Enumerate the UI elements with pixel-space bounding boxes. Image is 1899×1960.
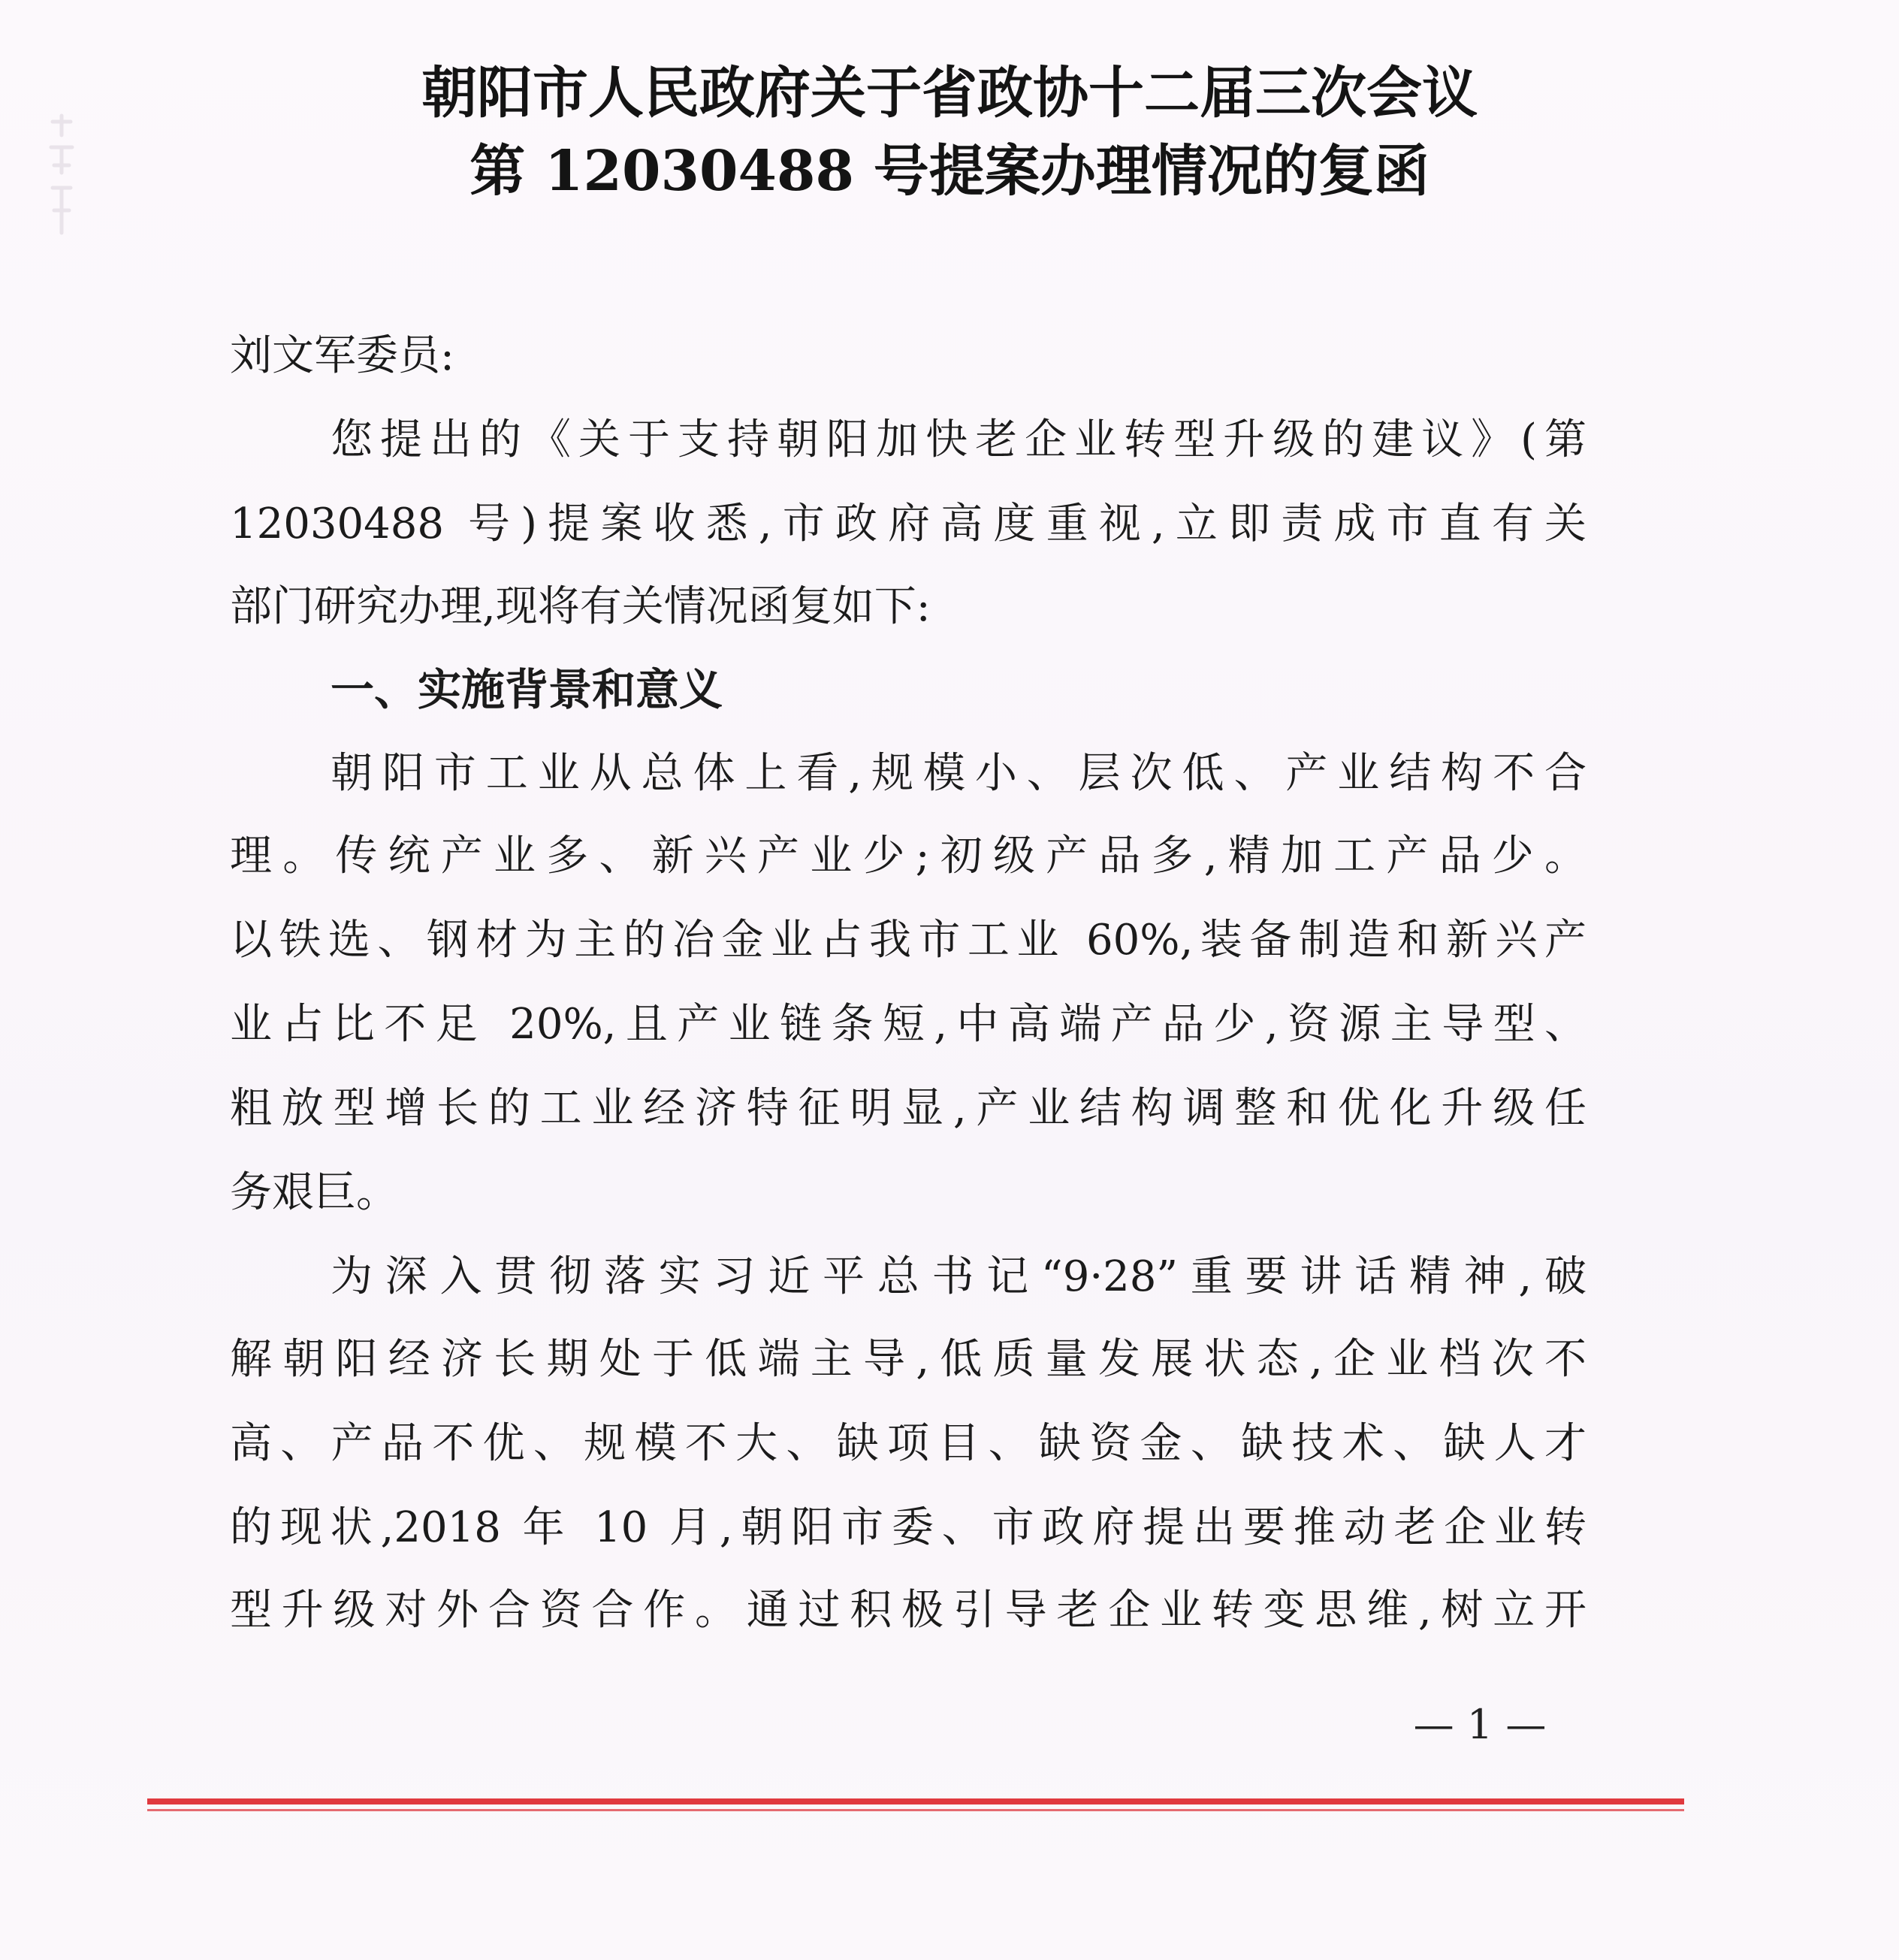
paragraph-line: 务艰巨。 [230,1168,398,1217]
paragraph-line: 朝阳市工业从总体上看,规模小、层次低、产业结构不合 [331,749,1587,798]
embossed-seal-mark [47,113,77,240]
red-divider-rule [147,1798,1684,1804]
document-title-line-2: 第 12030488 号提案办理情况的复函 [469,139,1430,204]
paragraph-line: 粗放型增长的工业经济特征明显,产业结构调整和优化升级任 [230,1084,1587,1133]
document-title-line-1: 朝阳市人民政府关于省政协十二届三次会议 [421,61,1478,125]
paragraph-line: 为深入贯彻落实习近平总书记“9·28”重要讲话精神,破 [331,1252,1587,1301]
paragraph-line: 理。传统产业多、新兴产业少;初级产品多,精加工产品少。 [230,832,1587,880]
paragraph-line: 高、产品不优、规模不大、缺项目、缺资金、缺技术、缺人才 [230,1419,1587,1468]
paragraph-line: 业占比不足 20%,且产业链条短,中高端产品少,资源主导型、 [230,1000,1587,1049]
paragraph-line: 部门研究办理,现将有关情况函复如下: [230,582,931,631]
page-number: — 1 — [1413,1701,1547,1748]
paragraph-line: 的现状,2018 年 10 月,朝阳市委、市政府提出要推动老企业转 [230,1503,1587,1552]
red-divider-rule-thin [147,1809,1684,1811]
paragraph-line: 您提出的《关于支持朝阳加快老企业转型升级的建议》(第 [331,415,1587,464]
paragraph-line: 12030488 号)提案收悉,市政府高度重视,立即责成市直有关 [230,500,1587,548]
paragraph-line: 解朝阳经济长期处于低端主导,低质量发展状态,企业档次不 [230,1335,1587,1384]
paragraph-line: 型升级对外合资合作。通过积极引导老企业转变思维,树立开 [230,1586,1587,1635]
paragraph-line: 以铁选、钢材为主的冶金业占我市工业 60%,装备制造和新兴产 [230,916,1587,965]
salutation: 刘文军委员: [230,331,454,380]
section-heading: 一、实施背景和意义 [331,664,723,715]
